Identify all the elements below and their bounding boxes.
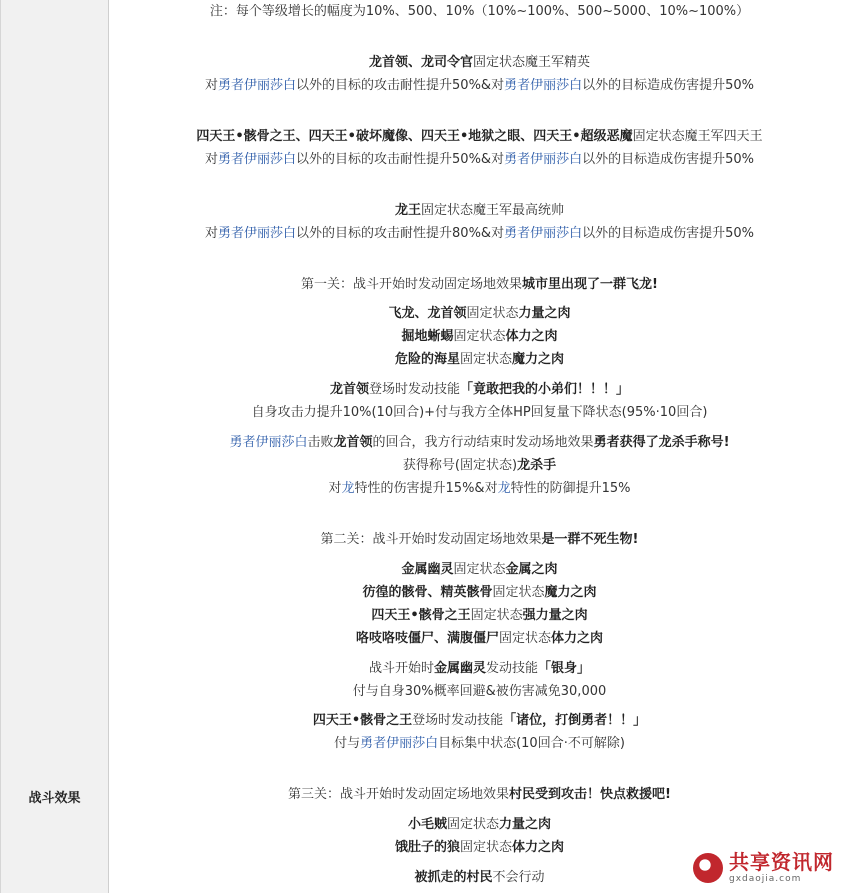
text-segment: 以外的目标的攻击耐性提升50%&对 — [296, 152, 505, 167]
bold-term: 彷徨的骸骨、精英骸骨 — [362, 585, 493, 600]
text-line — [110, 712, 849, 730]
text-line — [110, 735, 849, 753]
text-segment: 固定状态 — [453, 562, 506, 577]
character-link[interactable]: 勇者伊丽莎白 — [504, 152, 583, 167]
bold-term: 四天王•骸骨之王、四天王•破坏魔像、四天王•地狱之眼、四天王•超级恶魔 — [196, 129, 633, 144]
text-line — [110, 77, 849, 95]
text-segment: 固定状态 — [459, 352, 512, 367]
text-segment: 特性的伤害提升15%&对 — [354, 481, 498, 496]
effect-description-cell — [110, 0, 849, 893]
bold-term: 危险的海星 — [394, 352, 460, 367]
text-segment: 对 — [205, 78, 219, 93]
text-line — [110, 480, 849, 498]
character-link[interactable]: 勇者伊丽莎白 — [360, 736, 439, 751]
text-segment: 对 — [205, 226, 219, 241]
text-segment: 第三关：战斗开始时发动固定场地效果 — [288, 787, 510, 802]
bold-term: 「银身」 — [538, 661, 591, 676]
bold-term: 力量之肉 — [518, 306, 571, 321]
bold-term: 体力之肉 — [505, 329, 558, 344]
bold-term: 龙首领 — [333, 435, 373, 450]
text-segment: 对 — [205, 152, 219, 167]
text-line — [110, 630, 849, 648]
text-segment: 获得称号(固定状态) — [402, 458, 518, 473]
text-line — [110, 54, 849, 72]
character-link[interactable]: 勇者伊丽莎白 — [218, 226, 297, 241]
text-segment: 注：每个等级增长的幅度为10%、500、10%（10%~100%、500~5000、10%~100%） — [209, 4, 750, 19]
text-segment: 固定状态 — [498, 631, 551, 646]
bold-term: 魔力之肉 — [544, 585, 597, 600]
text-line — [110, 561, 849, 579]
bold-term: 魔力之肉 — [512, 352, 565, 367]
text-segment: 自身攻击力提升10%(10回合)+付与我方全体HP回复量下降状态(95%·10回合) — [251, 405, 708, 420]
watermark-url: gxdaojia.com — [729, 874, 802, 884]
text-segment: 第一关：战斗开始时发动固定场地效果 — [301, 277, 523, 292]
bold-term: 龙杀手 — [517, 458, 557, 473]
text-segment: 固定状态魔王军精英 — [473, 55, 591, 70]
bold-term: 四天王•骸骨之王 — [371, 608, 471, 623]
text-line — [110, 457, 849, 475]
text-segment: 固定状态 — [492, 585, 545, 600]
text-line — [110, 660, 849, 678]
text-segment: 固定状态 — [446, 817, 499, 832]
text-segment: 固定状态 — [459, 840, 512, 855]
bold-term: 龙王 — [394, 203, 421, 218]
bold-term: 被抓走的村民 — [414, 870, 493, 885]
character-link[interactable]: 勇者伊丽莎白 — [218, 78, 297, 93]
bold-term: 强力量之肉 — [522, 608, 588, 623]
text-segment: 以外的目标的攻击耐性提升50%&对 — [296, 78, 505, 93]
text-line — [110, 683, 849, 701]
bold-term: 金属之肉 — [505, 562, 558, 577]
text-line — [110, 607, 849, 625]
text-segment: 固定状态魔王军最高统帅 — [421, 203, 565, 218]
character-link[interactable]: 勇者伊丽莎白 — [504, 226, 583, 241]
text-line — [110, 3, 849, 21]
bold-term: 龙首领 — [329, 382, 369, 397]
character-link[interactable]: 勇者伊丽莎白 — [218, 152, 297, 167]
text-segment: 以外的目标造成伤害提升50% — [582, 78, 754, 93]
text-line — [110, 816, 849, 834]
bold-term: 体力之肉 — [551, 631, 604, 646]
text-line — [110, 305, 849, 323]
text-segment: 固定状态 — [470, 608, 523, 623]
bold-term: 「诸位，打倒勇者！！」 — [503, 713, 647, 728]
row-header-battle-effect: 战斗效果 — [28, 791, 81, 806]
text-segment: 第二关：战斗开始时发动固定场地效果 — [320, 532, 542, 547]
text-line — [110, 276, 849, 294]
text-line — [110, 328, 849, 346]
text-line — [110, 225, 849, 243]
text-segment: 不会行动 — [492, 870, 545, 885]
text-segment: 战斗开始时 — [368, 661, 434, 676]
text-line — [110, 434, 849, 452]
watermark-title: 共享资讯网 — [729, 850, 834, 874]
text-segment: 目标集中状态(10回合·不可解除) — [438, 736, 625, 751]
text-segment: 特性的防御提升15% — [510, 481, 631, 496]
text-segment: 对 — [328, 481, 342, 496]
text-segment: 以外的目标造成伤害提升50% — [582, 226, 754, 241]
text-line — [110, 128, 849, 146]
table-label-column — [0, 0, 109, 893]
text-line — [110, 531, 849, 549]
text-line — [110, 381, 849, 399]
bold-term: 「竟敢把我的小弟们！！！」 — [460, 382, 630, 397]
text-segment: 固定状态 — [466, 306, 519, 321]
bold-term: 是一群不死生物! — [541, 532, 639, 547]
bold-term: 咯吱咯吱僵尸、满腹僵尸 — [355, 631, 499, 646]
text-segment: 固定状态 — [453, 329, 506, 344]
text-segment: 以外的目标造成伤害提升50% — [582, 152, 754, 167]
bold-term: 飞龙、龙首领 — [388, 306, 467, 321]
text-segment: 付与 — [334, 736, 361, 751]
text-line — [110, 351, 849, 369]
character-link[interactable]: 勇者伊丽莎白 — [504, 78, 583, 93]
bold-term: 金属幽灵 — [433, 661, 486, 676]
bold-term: 城市里出现了一群飞龙! — [522, 277, 658, 292]
bold-term: 金属幽灵 — [401, 562, 454, 577]
text-segment: 固定状态魔王军四天王 — [632, 129, 763, 144]
text-segment: 击败 — [307, 435, 334, 450]
text-segment: 以外的目标的攻击耐性提升80%&对 — [296, 226, 505, 241]
bold-term: 小毛贼 — [407, 817, 447, 832]
text-line — [110, 584, 849, 602]
bold-term: 勇者获得了龙杀手称号! — [593, 435, 730, 450]
table-border — [0, 0, 1, 893]
bold-term: 力量之肉 — [499, 817, 552, 832]
text-segment: 登场时发动技能 — [412, 713, 504, 728]
bold-term: 龙首领、龙司令官 — [368, 55, 473, 70]
text-line — [110, 151, 849, 169]
bold-term: 饿肚子的狼 — [394, 840, 460, 855]
text-segment: 发动技能 — [486, 661, 539, 676]
character-link[interactable]: 龙 — [341, 481, 355, 496]
watermark-logo-icon — [693, 853, 723, 883]
text-segment: 的回合，我方行动结束时发动场地效果 — [372, 435, 594, 450]
text-line — [110, 786, 849, 804]
bold-term: 村民受到攻击！快点救援吧! — [509, 787, 671, 802]
bold-term: 体力之肉 — [512, 840, 565, 855]
character-link[interactable]: 龙 — [497, 481, 511, 496]
text-segment: 付与自身30%概率回避&被伤害减免30,000 — [352, 684, 607, 699]
text-line — [110, 202, 849, 220]
bold-term: 掘地蜥蜴 — [401, 329, 454, 344]
text-line — [110, 404, 849, 422]
site-watermark — [693, 849, 841, 887]
bold-term: 四天王•骸骨之王 — [312, 713, 413, 728]
text-segment: 登场时发动技能 — [368, 382, 460, 397]
character-link[interactable]: 勇者伊丽莎白 — [229, 435, 308, 450]
